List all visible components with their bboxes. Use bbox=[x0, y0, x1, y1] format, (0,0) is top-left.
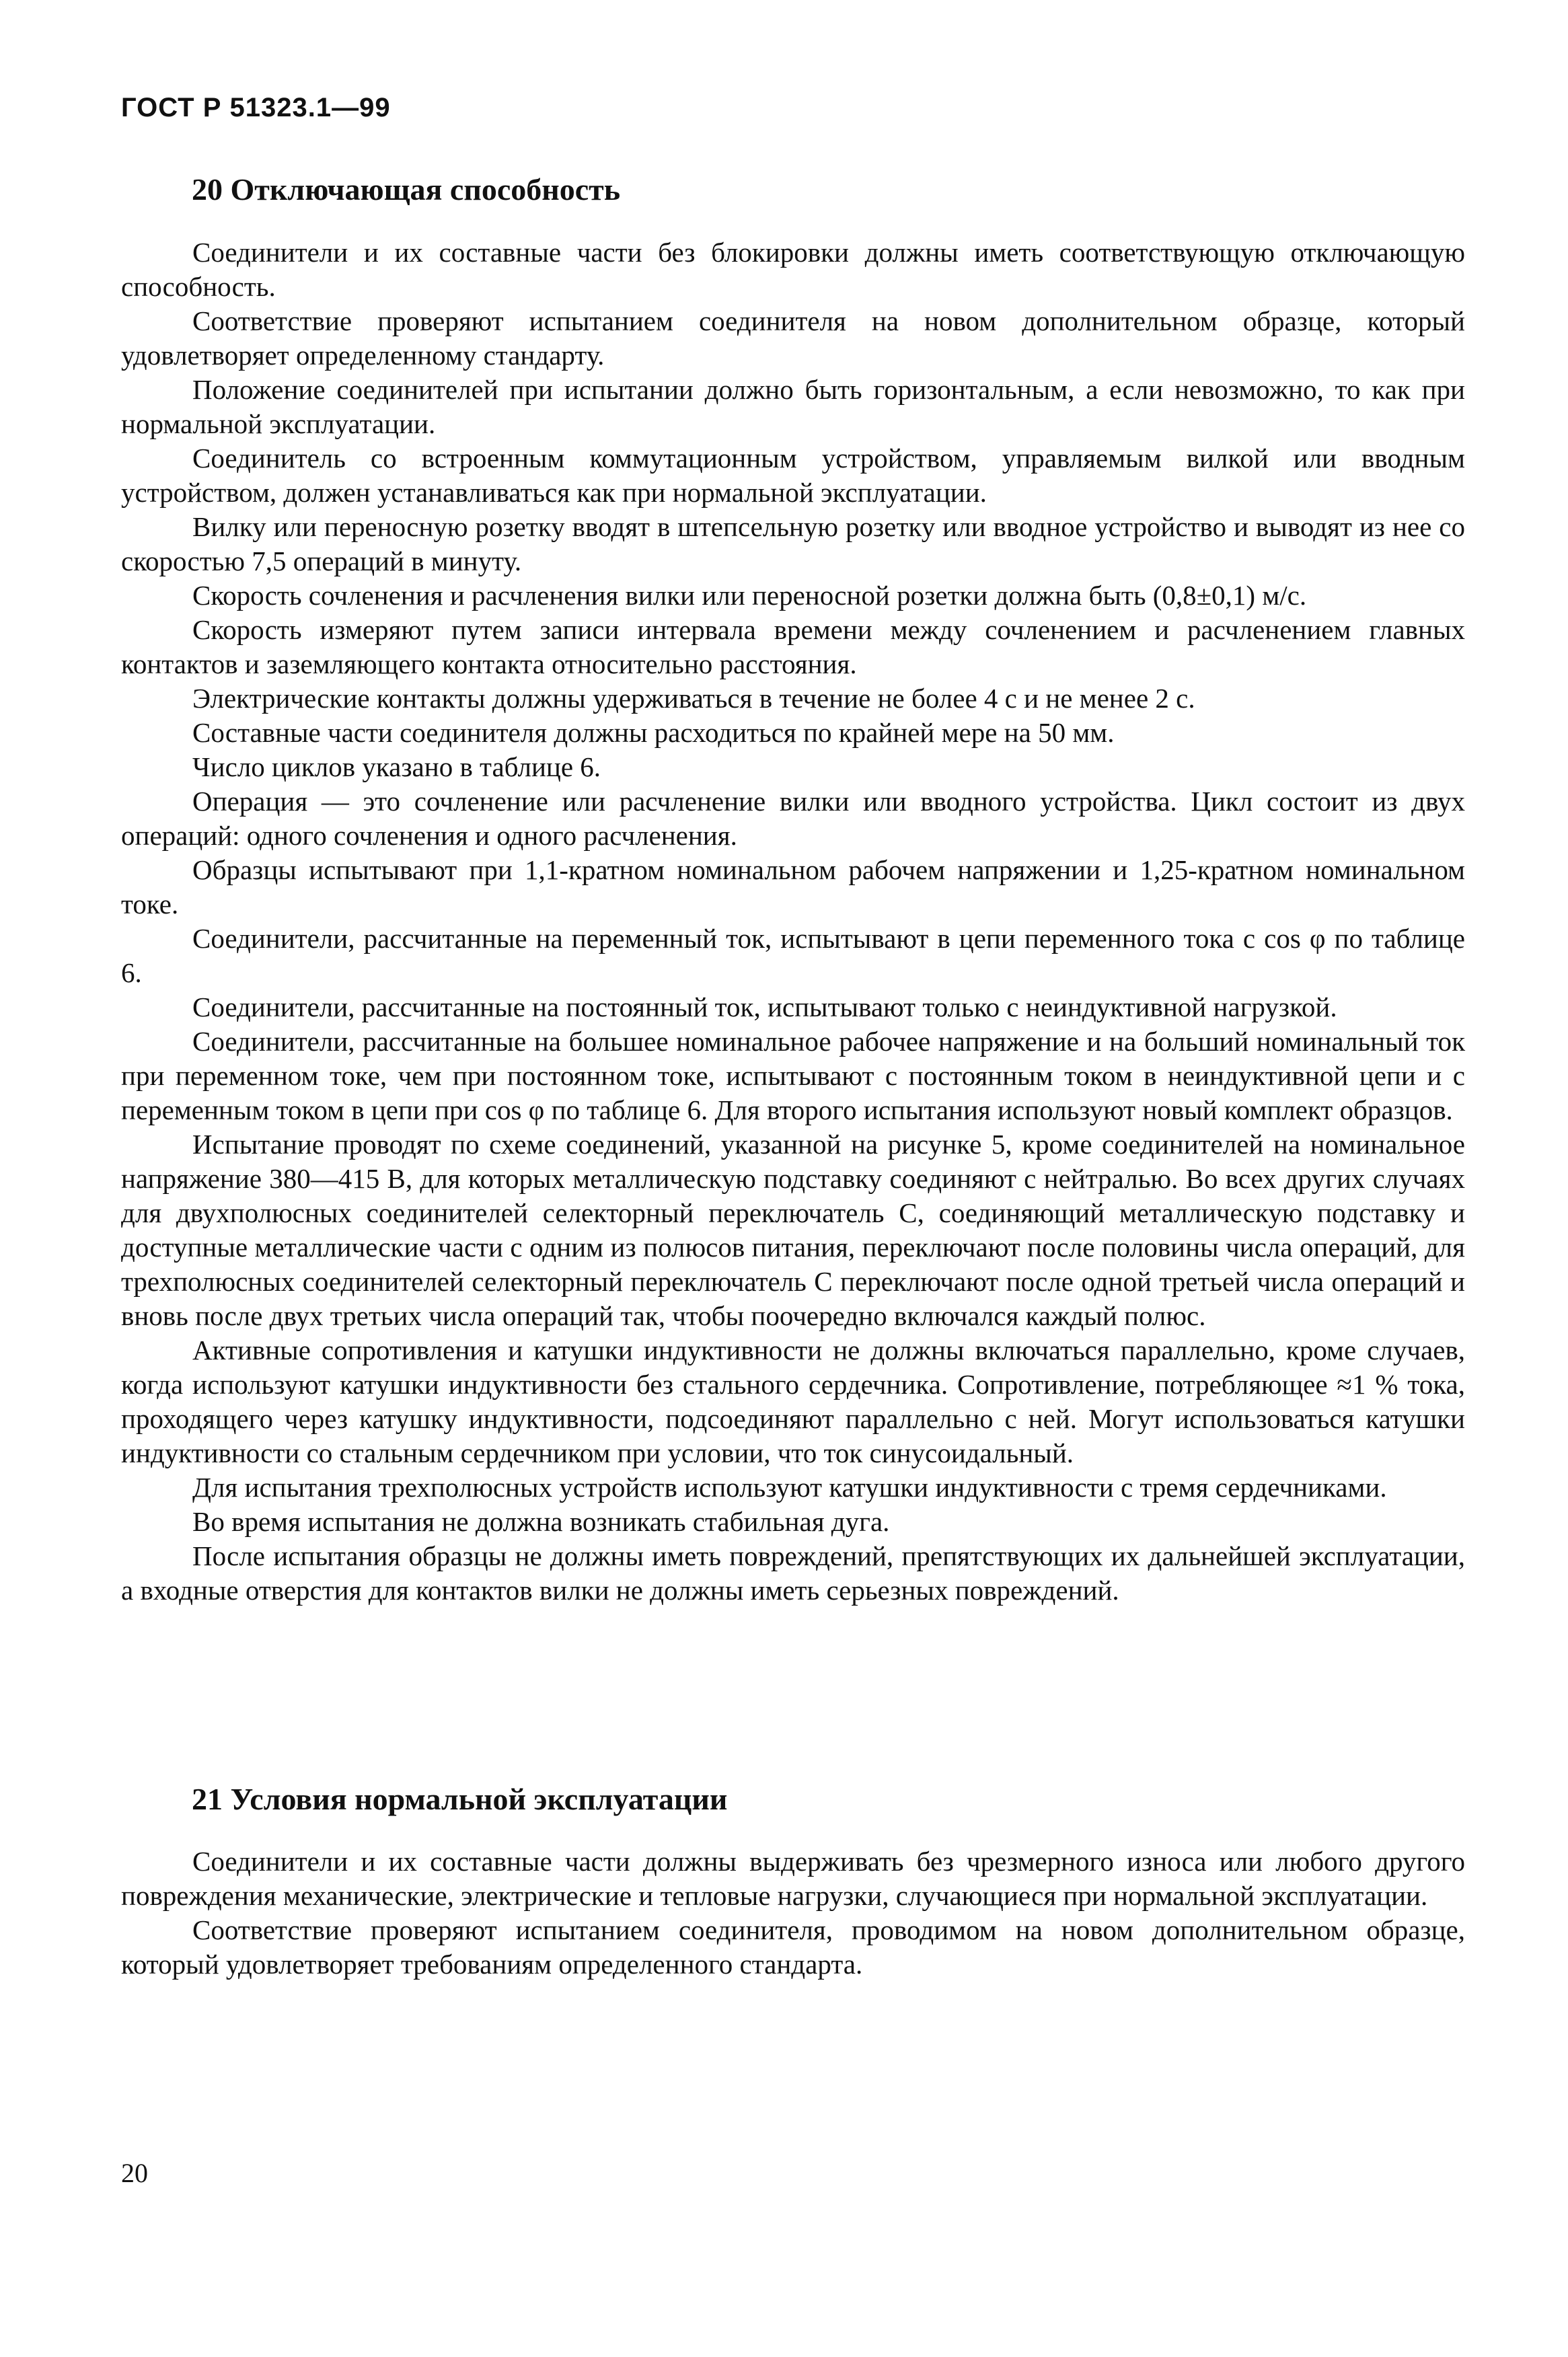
paragraph: Положение соединителей при испытании должно быть горизонтальным, а если невозможно, то как при нормальной эксплуатации. bbox=[121, 374, 1465, 439]
paragraph: Соединители и их составные части без блокировки должны иметь соответствующую отключающую способность. bbox=[121, 237, 1465, 302]
paragraph: Вилку или переносную розетку вводят в штепсельную розетку или вводное устройство и выводят из нее со скоростью 7,5 операций в минуту. bbox=[121, 511, 1465, 576]
paragraph: Соединитель со встроенным коммутационным устройством, управляемым вилкой или вводным устройством, должен устанавливаться как при нормальной эксплуатации. bbox=[121, 443, 1465, 508]
section-21-body bbox=[121, 1844, 1465, 1982]
paragraph: Скорость сочленения и расчленения вилки или переносной розетки должна быть (0,8±0,1) м/с. bbox=[192, 580, 1307, 611]
paragraph: Во время испытания не должна возникать стабильная дуга. bbox=[192, 1506, 890, 1537]
page-number: 20 bbox=[121, 2158, 148, 2188]
paragraph: Соединители, рассчитанные на переменный ток, испытывают в цепи переменного тока с cos φ по таблице 6. bbox=[121, 923, 1465, 988]
section-20-heading: 20 Отключающая способность bbox=[192, 172, 621, 207]
paragraph: Соответствие проверяют испытанием соединителя на новом дополнительном образце, который удовлетворяет определенному стандарту. bbox=[121, 305, 1465, 371]
paragraph: Скорость измеряют путем записи интервала времени между сочленением и расчленением главных контактов и заземляющего контакта относительно расстояния. bbox=[121, 614, 1465, 679]
paragraph: Активные сопротивления и катушки индуктивности не должны включаться параллельно, кроме случаев, когда используют катушки индуктивности без стального сердечника. Сопротивление, потребляющее ≈1 % тока, проходящего через катушку индуктивности, подсоединяют параллельно с ней. Могут использоваться катушки индуктивности со стальным сердечником при условии, что ток синусоидальный. bbox=[121, 1335, 1465, 1468]
section-21-heading: 21 Условия нормальной эксплуатации bbox=[192, 1782, 728, 1816]
paragraph: Соединители, рассчитанные на постоянный ток, испытывают только с неиндуктивной нагрузкой. bbox=[192, 992, 1337, 1022]
section-20-body bbox=[121, 235, 1465, 1608]
paragraph: Испытание проводят по схеме соединений, указанной на рисунке 5, кроме соединителей на номинальное напряжение 380—415 В, для которых металлическую подставку соединяют с нейтралью. Во всех других случаях для двухполюсных соединителей селекторный переключатель С, соединяющий металлическую подставку и доступные металлические части с одним из полюсов питания, переключают после половины числа операций, для трехполюсных соединителей селекторный переключатель С переключают после одной третьей числа операций и вновь после двух третьих числа операций так, чтобы поочередно включался каждый полюс. bbox=[121, 1129, 1465, 1331]
paragraph: Число циклов указано в таблице 6. bbox=[192, 751, 601, 782]
paragraph: Образцы испытывают при 1,1-кратном номинальном рабочем напряжении и 1,25-кратном номинальном токе. bbox=[121, 854, 1465, 920]
paragraph: Соответствие проверяют испытанием соединителя, проводимом на новом дополнительном образце, который удовлетворяет требованиям определенного стандарта. bbox=[121, 1914, 1465, 1980]
paragraph: Для испытания трехполюсных устройств используют катушки индуктивности с тремя сердечниками. bbox=[192, 1472, 1387, 1503]
paragraph: Соединители и их составные части должны выдерживать без чрезмерного износа или любого другого повреждения механические, электрические и тепловые нагрузки, случающиеся при нормальной эксплуатации. bbox=[121, 1846, 1465, 1911]
paragraph: После испытания образцы не должны иметь повреждений, препятствующих их дальнейшей эксплуатации, а входные отверстия для контактов вилки не должны иметь серьезных повреждений. bbox=[121, 1540, 1465, 1606]
document-header: ГОСТ Р 51323.1—99 bbox=[121, 93, 391, 122]
paragraph: Электрические контакты должны удерживаться в течение не более 4 с и не менее 2 с. bbox=[192, 683, 1195, 714]
paragraph: Составные части соединителя должны расходиться по крайней мере на 50 мм. bbox=[192, 717, 1115, 748]
paragraph: Соединители, рассчитанные на большее номинальное рабочее напряжение и на больший номинальный ток при переменном токе, чем при постоянном токе, испытывают с постоянным током в неиндуктивной цепи и с переменным током в цепи при cos φ по таблице 6. Для второго испытания используют новый комплект образцов. bbox=[121, 1026, 1465, 1125]
paragraph: Операция — это сочленение или расчленение вилки или вводного устройства. Цикл состоит из двух операций: одного сочленения и одного расчленения. bbox=[121, 786, 1465, 851]
